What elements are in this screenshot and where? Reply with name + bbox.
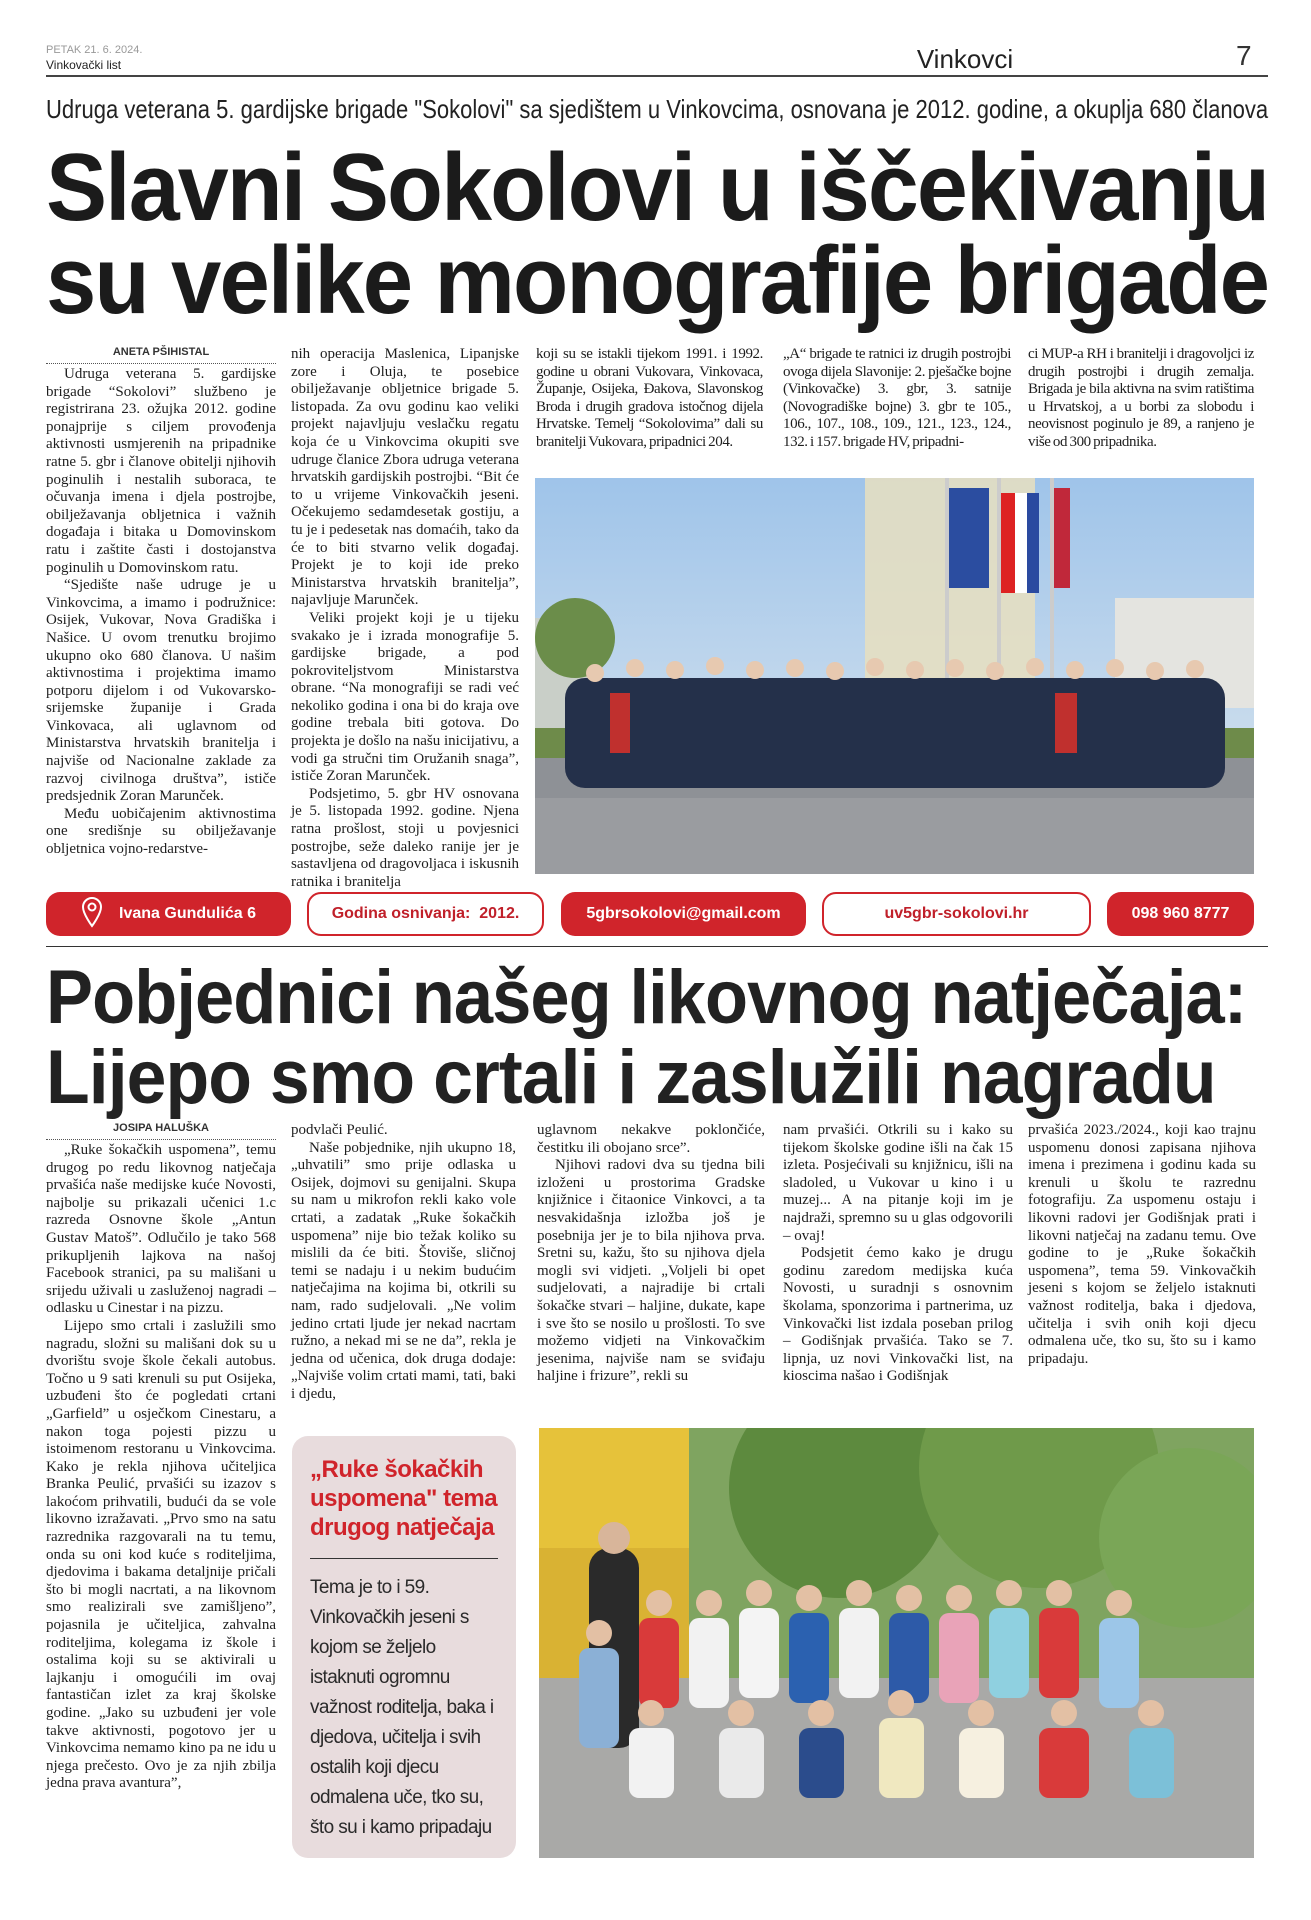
paragraph: koji su se istakli tijekom 1991. i 1992. godine u obrani Vukovara, Vinkovaca, Županje, Osijeka, Đakova, Slavonskog Broda i drugih gradova istočnog dijela Hrvatske. Temelj “Sokolovima” dali su branitelji Vukovara, pripadnici 204. [536,346,763,450]
paragraph: Veliki projekt koji je u tijeku svakako je i izrada monografije 5. gardijske brigade, a pod pokroviteljstvom Ministarstva obrane. “Na monografiji se radi već nekoliko godina i ona bi do kraja ove godine trebala biti gotova. Do projekta je došlo na našu inicijativu, a vodi ga stručni tim Oružanih snaga”, ističe Zoran Marunček. [291,609,519,785]
paragraph: Udruga veterana 5. gardijske brigade “Sokolovi” službeno je registrirana 23. ožujka 2012. godine ponajprije s ciljem provođenja aktivnosti usmjerenih na pripadnike ratne 5. gbr i članove obitelji njihovih poginulih i nestalih suboraca, te očuvanja imena i djela postrojbe, obilježavanja obljetnica i važnih događaja i bitaka u Domovinskom ratu i zaštite časti i dostojanstva poginulih u Domovinskom ratu. [46,366,276,576]
paragraph: “Sjedište naše udruge je u Vinkovcima, a imamo i podružnice: Osijek, Vukovar, Nova Gradiška i Našice. U ovom trenutku brojimo ukupno oko 680 članova. U našim aktivnostima i projektima imamo potporu dijelom i od Vukovarsko-srijemske županije i Grada Vinkovaca, ali uglavnom od Ministarstva hrvatskih branitelja i najviše od Nacionalne zaklade za razvoj civilnoga društva”, ističe predsjednik Zoran Marunček. [46,577,276,805]
article1-headline-line2: su velike monografije brigade [46,227,1269,334]
article2-column-1 [46,1142,276,1793]
article1-column-1 [46,366,276,859]
paragraph: „A“ brigade te ratnici iz drugih postrojbi ovoga dijela Slavonije: 2. pješačke bojne (Vinkovačke) 3. gbr, 3. satnije (Novogradiške bojne) 3. gbr te 105., 106., 107., 108., 109., 121., 123., 124., 132. i 157. brigade HV, pripadni- [783,346,1011,450]
paragraph: nih operacija Maslenica, Lipanjske zore i Oluja, te posebice obilježavanje obljetnice brigade 5. listopada. Za ovu godinu kao veliki projekt najavljuju veslačku regatu koja će u Vinkovcima okupiti sve udruge članice Zbora udruga veterana hrvatskih gardijskih postrojbi. “Bit će to u vrijeme Vinkovačkih jeseni. Očekujemo sedamdesetak gostiju, a tu je i pedesetak nas domaćih, tako da će to biti stvarno velik događaj. Projekt je to koji ide preko Ministarstva hrvatskih branitelja”, najavljuje Marunček. [291,346,519,609]
location-pin-icon [81,896,103,933]
sidebar-title: „Ruke šokačkih uspomena" tema drugog natječaja [310,1456,498,1541]
address-pill [46,892,291,936]
address-text: Ivana Gundulića 6 [119,905,256,922]
paragraph: ci MUP-a RH i branitelji i dragovoljci iz drugih postrojbi i drugih zemalja. Brigada je bila aktivna na svim ratištima u Hrvatskoj, a u borbi za slobodu i neovisnost poginulo je 89, a ranjeno je više od 300 pripadnika. [1028,346,1254,450]
paragraph: „Ruke šokačkih uspomena”, temu drugog po redu likovnog natječaja prvašića naše medijske kuće Novosti, najbolje su prikazali učenici 1.c razreda Osnovne škole „Antun Gustav Matoš”. Odlučilo je tako 568 prikupljenih lajkova na našoj Facebook stranici, pa su mališani u srijedu uživali u zasluženoj nagradi – odlasku u Cinestar i na pizzu. [46,1142,276,1317]
paragraph: Među uobičajenim aktivnostima one središnje su obilježavanje obljetnica vojno-redarstve- [46,805,276,858]
article1-headline-line1: Slavni Sokolovi u iščekivanju [46,134,1269,241]
article1-subtitle: Udruga veterana 5. gardijske brigade "Sokolovi" sa sjedištem u Vinkovcima, osnovana je 2012. godine, a okuplja 680 članova [46,94,1269,124]
article1-column-3 [536,346,763,452]
email-pill[interactable] [561,892,806,936]
article2-column-2 [291,1122,516,1404]
sidebar-body: Tema je to i 59. Vinkovačkih jeseni s kojom se željelo istaknuti ogromnu važnost roditelja, baka i djedova, učitelja i svih ostalih koji djecu odmalena uče, tko su, što su i kamo pripadaju [310,1577,494,1839]
article1-column-4 [783,346,1011,452]
email-link[interactable]: 5gbrsokolovi@gmail.com [586,905,781,922]
paragraph: Naše pobjednike, njih ukupno 18, „uhvatili” smo prije odlaska u Osijek, dojmovi su genijalni. Skupa su nam u mikrofon rekli kako vole crtati, a zadatak „Ruke šokačkih uspomena” nije bio težak koliko su mislili da će biti. Štoviše, sličnoj temi se nadaju i u nekim budućim natječajima na kojima bi, otkrili su nam, rado sudjelovali. „Ne volim jedino crtati ljude jer nekad nacrtam ružno, a nekad mi se ne da”, rekla je jedna od učenica, dok druga dodaje: „Najviše volim crtati mami, tati, baki i djedu, [291,1139,516,1402]
paragraph: Njihovi radovi dva su tjedna bili izloženi u prostorima Gradske knjižnice i čitaonice Vinkovci, a ta nesvakidašnja izložba još je posebnija jer je to bila njihova prva. Sretni su, kažu, što su njihova djela mogli svi vidjeti. „Voljeli bi opet sudjelovati, a najradije bi crtali šokačke stvari – haljine, dukate, kape i sve što se nosilo u prošlosti. To sve možemo vidjeti na Vinkovačkim jesenima, najviše nam se sviđaju haljine i frizure”, rekli su [537,1157,765,1385]
article1-column-5 [1028,346,1254,452]
veterans-group-photo [535,478,1254,874]
article2-column-5 [1028,1122,1256,1368]
newspaper-name: Vinkovački list [46,58,122,72]
sidebar-box [292,1436,516,1858]
phone-number: 098 960 8777 [1131,905,1230,922]
website-pill[interactable] [822,892,1091,936]
article2-column-4 [783,1122,1013,1386]
article2-byline: JOSIPA HALUŠKA [46,1122,276,1140]
article2-column-3 [537,1122,765,1386]
paragraph: nam prvašići. Otkrili su i kako su tijekom školske godine išli na čak 15 izleta. Posjećivali su knjižnicu, išli na sladoled, u Vukovar u kino i u muzej... A na pitanje koji im je najdraži, spremno su u glas odgovorili – ovaj! [783,1122,1013,1244]
section-title: Vinkovci [916,44,1014,74]
website-link[interactable]: uv5gbr-sokolovi.hr [884,905,1029,922]
paragraph: Lijepo smo crtali i zaslužili smo nagradu, složni su mališani dok su u dvorištu svoje škole čekali autobus. Točno u 9 sati krenuli su put Osijeka, uzbuđeni što će pogledati crtani „Garfield” u osječkom Cinestaru, a nakon toga pojesti pizzu u istoimenom restoranu u Vinkovcima. Kako je rekla njihova učiteljica Branka Peulić, prvašići su izazov s lakoćom prihvatili, budući da se vole likovno izražavati. „Prvo smo na satu razrednika razgovarali na tu temu, onda su oni kod kuće s roditeljima, djedovima i bakama detaljnije pričali što bi mogli nacrtati, a na likovnom smo realizirali sve zamišljeno”, pojasnila je učiteljica, zahvalna roditeljima, kolegama iz škole i ostalima koji su se aktivirali u lajkanju i omogućili im ovaj fantastičan izlet za kraj školske godine. „Jako su uzbuđeni jer vole takve aktivnosti, pogotovo jer u Vinkovcima nemamo kino pa ne idu u njega prečesto. Ovo je za njih zbilja jedna prava avantura”, [46,1317,276,1792]
section-divider [46,946,1268,947]
article1-column-2 [291,346,519,891]
header-rule [46,75,1268,77]
founded-pill [307,892,544,936]
article1-byline: ANETA PŠIHISTAL [46,346,276,364]
paragraph: prvašića 2023./2024., koji kao trajnu uspomenu donosi zapisana njihova imena i prezimena i godinu kada su krenuli u školu te razrednu fotografiju. Za uspomenu ostaju i likovni radovi jer Godišnjak prati i likovni natječaj na zadanu temu. Ove godine to je „Ruke šokačkih uspomena”, tema 59. Vinkovačkih jeseni s kojom se željelo istaknuti važnost roditelja, baka i djedova, učitelja i svih onih koji djecu odmalena uče, tko su, što su i kamo pripadaju. [1028,1122,1256,1367]
founded-text: Godina osnivanja: 2012. [331,905,520,922]
pupils-group-photo [539,1428,1254,1858]
paragraph: Podsjetit ćemo kako je drugu godinu zaredom medijska kuća Novosti, u suradnji s osnovnim školama, sponzorima i partnerima, uz Vinkovački list izdala poseban prilog – Godišnjak prvašića. Tako se 7. lipnja, uz novi Vinkovački list, na kioscima našao i Godišnjak [783,1245,1013,1385]
sidebar-rule [310,1558,498,1559]
article2-headline-line1: Pobjednici našeg likovnog natječaja: [46,955,1247,1040]
paragraph: uglavnom nekakve poklončiće, čestitku ili obojano srce”. [537,1122,765,1156]
page-number: 7 [1236,40,1252,71]
article2-headline-line2: Lijepo smo crtali i zaslužili nagradu [46,1035,1216,1120]
paragraph: Podsjetimo, 5. gbr HV osnovana je 5. listopada 1992. godine. Njena ratna prošlost, stoji u povjesnici postrojbe, seže daleko ranije jer je sastavljena od dragovoljaca i iskusnih ratnika i branitelja [291,785,519,890]
issue-date: PETAK 21. 6. 2024. [46,44,143,56]
phone-pill [1107,892,1254,936]
paragraph: podvlači Peulić. [291,1122,388,1138]
